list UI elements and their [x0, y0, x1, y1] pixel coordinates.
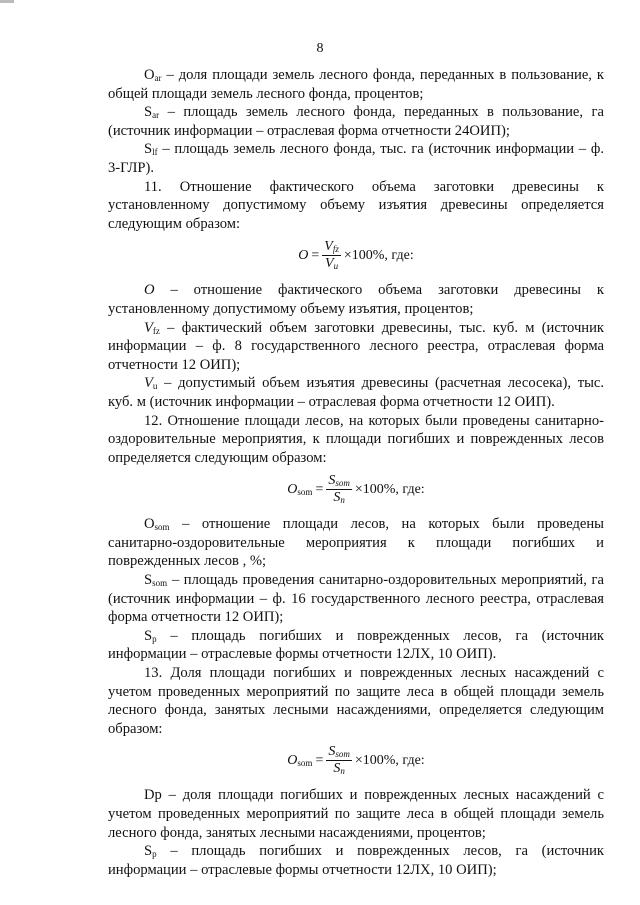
- definition-v-fz: [108, 319, 604, 375]
- definition-s-ar: [108, 103, 604, 140]
- formula-lhs-subscript: som: [297, 757, 313, 768]
- symbol: V: [144, 375, 153, 392]
- formula-lhs: O: [287, 752, 298, 768]
- symbol: O: [144, 282, 155, 299]
- numerator-symbol: S: [328, 473, 336, 489]
- symbol-subscript: u: [152, 381, 158, 392]
- definition-o-som: [108, 515, 604, 571]
- symbol-subscript: p: [152, 633, 157, 644]
- symbol: S: [144, 627, 153, 644]
- definition-text: – площадь земель лесного фонда, тыс. га (источник информации – ф. 3-ГЛР).: [108, 141, 604, 176]
- numerator-symbol: S: [328, 744, 336, 760]
- formula-lhs: O: [298, 247, 309, 263]
- definition-dp: [108, 786, 604, 842]
- denominator-subscript: n: [340, 766, 345, 777]
- formula-rhs: ×100%, где:: [343, 247, 414, 263]
- symbol: Dp: [144, 787, 162, 804]
- symbol: S: [144, 141, 153, 158]
- numerator-subscript: fz: [332, 244, 339, 255]
- denominator-subscript: n: [340, 495, 345, 506]
- symbol-subscript: som: [152, 578, 168, 589]
- definition-text: – площадь погибших и поврежденных лесов, га (источник информации – отраслевые формы отчетности 12ЛХ, 10 ОИП);: [108, 843, 604, 878]
- symbol-subscript: p: [152, 849, 157, 860]
- formula-fraction: [326, 744, 352, 777]
- formula-lhs: O: [287, 481, 298, 497]
- numerator-subscript: som: [335, 749, 350, 760]
- symbol-subscript: lf: [152, 147, 158, 158]
- symbol: V: [144, 319, 153, 336]
- definition-text: – допустимый объем изъятия древесины (расчетная лесосека), тыс. куб. м (источник информации – отраслевая форма отчетности 12 ОИП).: [108, 375, 604, 410]
- formula-rhs: ×100%, где:: [354, 752, 425, 768]
- formula-equals: =: [315, 481, 324, 497]
- formula-fraction: [326, 473, 352, 506]
- denominator-symbol: S: [333, 761, 341, 777]
- definition-v-u: [108, 374, 604, 411]
- denominator-subscript: u: [333, 261, 339, 272]
- formula-1: [108, 239, 604, 277]
- symbol-subscript: ar: [152, 110, 160, 121]
- definition-s-p-2: [108, 842, 604, 879]
- definition-text: – площадь погибших и поврежденных лесов, га (источник информации – отраслевые формы отчетности 12ЛХ, 10 ОИП).: [108, 627, 604, 663]
- definition-text: – доля площади земель лесного фонда, переданных в пользование, к общей площади земель лесного фонда, процентов;: [108, 67, 604, 102]
- scan-edge-mark: [0, 0, 14, 3]
- definition-text: – площадь земель лесного фонда, переданных в пользование, га (источник информации – отраслевая форма отчетности 24ОИП);: [108, 104, 604, 139]
- definition-o-ar: [108, 66, 604, 103]
- formula-2: [108, 473, 604, 511]
- definition-text: – фактический объем заготовки древесины, тыс. куб. м (источник информации – ф. 8 государственного лесного реестра, отраслевая форма отчетности 12 ОИП);: [108, 319, 604, 373]
- symbol: S: [144, 843, 153, 860]
- numerator-symbol: V: [324, 239, 333, 255]
- definition-text: – отношение фактического объема заготовки древесины к установленному допустимому объему изъятия, процентов;: [108, 282, 604, 317]
- symbol: O: [144, 67, 155, 83]
- item-12-text: 12. Отношение площади лесов, на которых были проведены санитарно-оздоровительные мероприятия, к площади погибших и поврежденных лесов определяется следующим образом:: [108, 412, 604, 466]
- formula-3: [108, 744, 604, 782]
- denominator-symbol: V: [325, 256, 334, 272]
- formula-rhs: ×100%, где:: [354, 481, 425, 497]
- formula-equals: =: [315, 752, 324, 768]
- symbol-subscript: ar: [154, 73, 162, 83]
- definition-o: [108, 281, 604, 318]
- formula-fraction: [322, 239, 341, 272]
- document-body: [108, 66, 604, 879]
- definition-text: – доля площади погибших и поврежденных лесных насаждений с учетом проведенных мероприятий по защите леса в общей площади земель лесного фонда, занятых лесными насаждениями, процентов;: [108, 787, 604, 841]
- formula-equals: =: [311, 247, 320, 263]
- definition-s-p: [108, 627, 604, 664]
- page-number: 8: [316, 41, 324, 56]
- formula-lhs-subscript: som: [297, 486, 313, 497]
- symbol: S: [144, 104, 153, 121]
- symbol-subscript: som: [154, 522, 170, 533]
- numerator-subscript: som: [335, 478, 350, 489]
- definition-s-som: [108, 571, 604, 627]
- item-13-text: 13. Доля площади погибших и поврежденных лесных насаждений с учетом проведенных мероприятий по защите леса в общей площади земель лесного фонда, занятых лесными насаждениями, определяется следующим образом:: [108, 665, 604, 737]
- item-11-text: 11. Отношение фактического объема заготовки древесины к установленному допустимому объему изъятия древесины определяется следующим образом:: [108, 178, 604, 232]
- symbol: S: [144, 572, 153, 589]
- denominator-symbol: S: [333, 490, 341, 506]
- definition-text: – площадь проведения санитарно-оздоровительных мероприятий, га (источник информации – ф. 16 государственного лесного реестра, отраслевая форма отчетности 12 ОИП);: [108, 572, 604, 626]
- definition-text: – отношение площади лесов, на которых были проведены санитарно-оздоровительные мероприятия к площади погибших и поврежденных лесов , %;: [108, 516, 604, 570]
- symbol: O: [144, 516, 155, 533]
- symbol-subscript: fz: [152, 325, 160, 336]
- definition-s-lf: [108, 140, 604, 177]
